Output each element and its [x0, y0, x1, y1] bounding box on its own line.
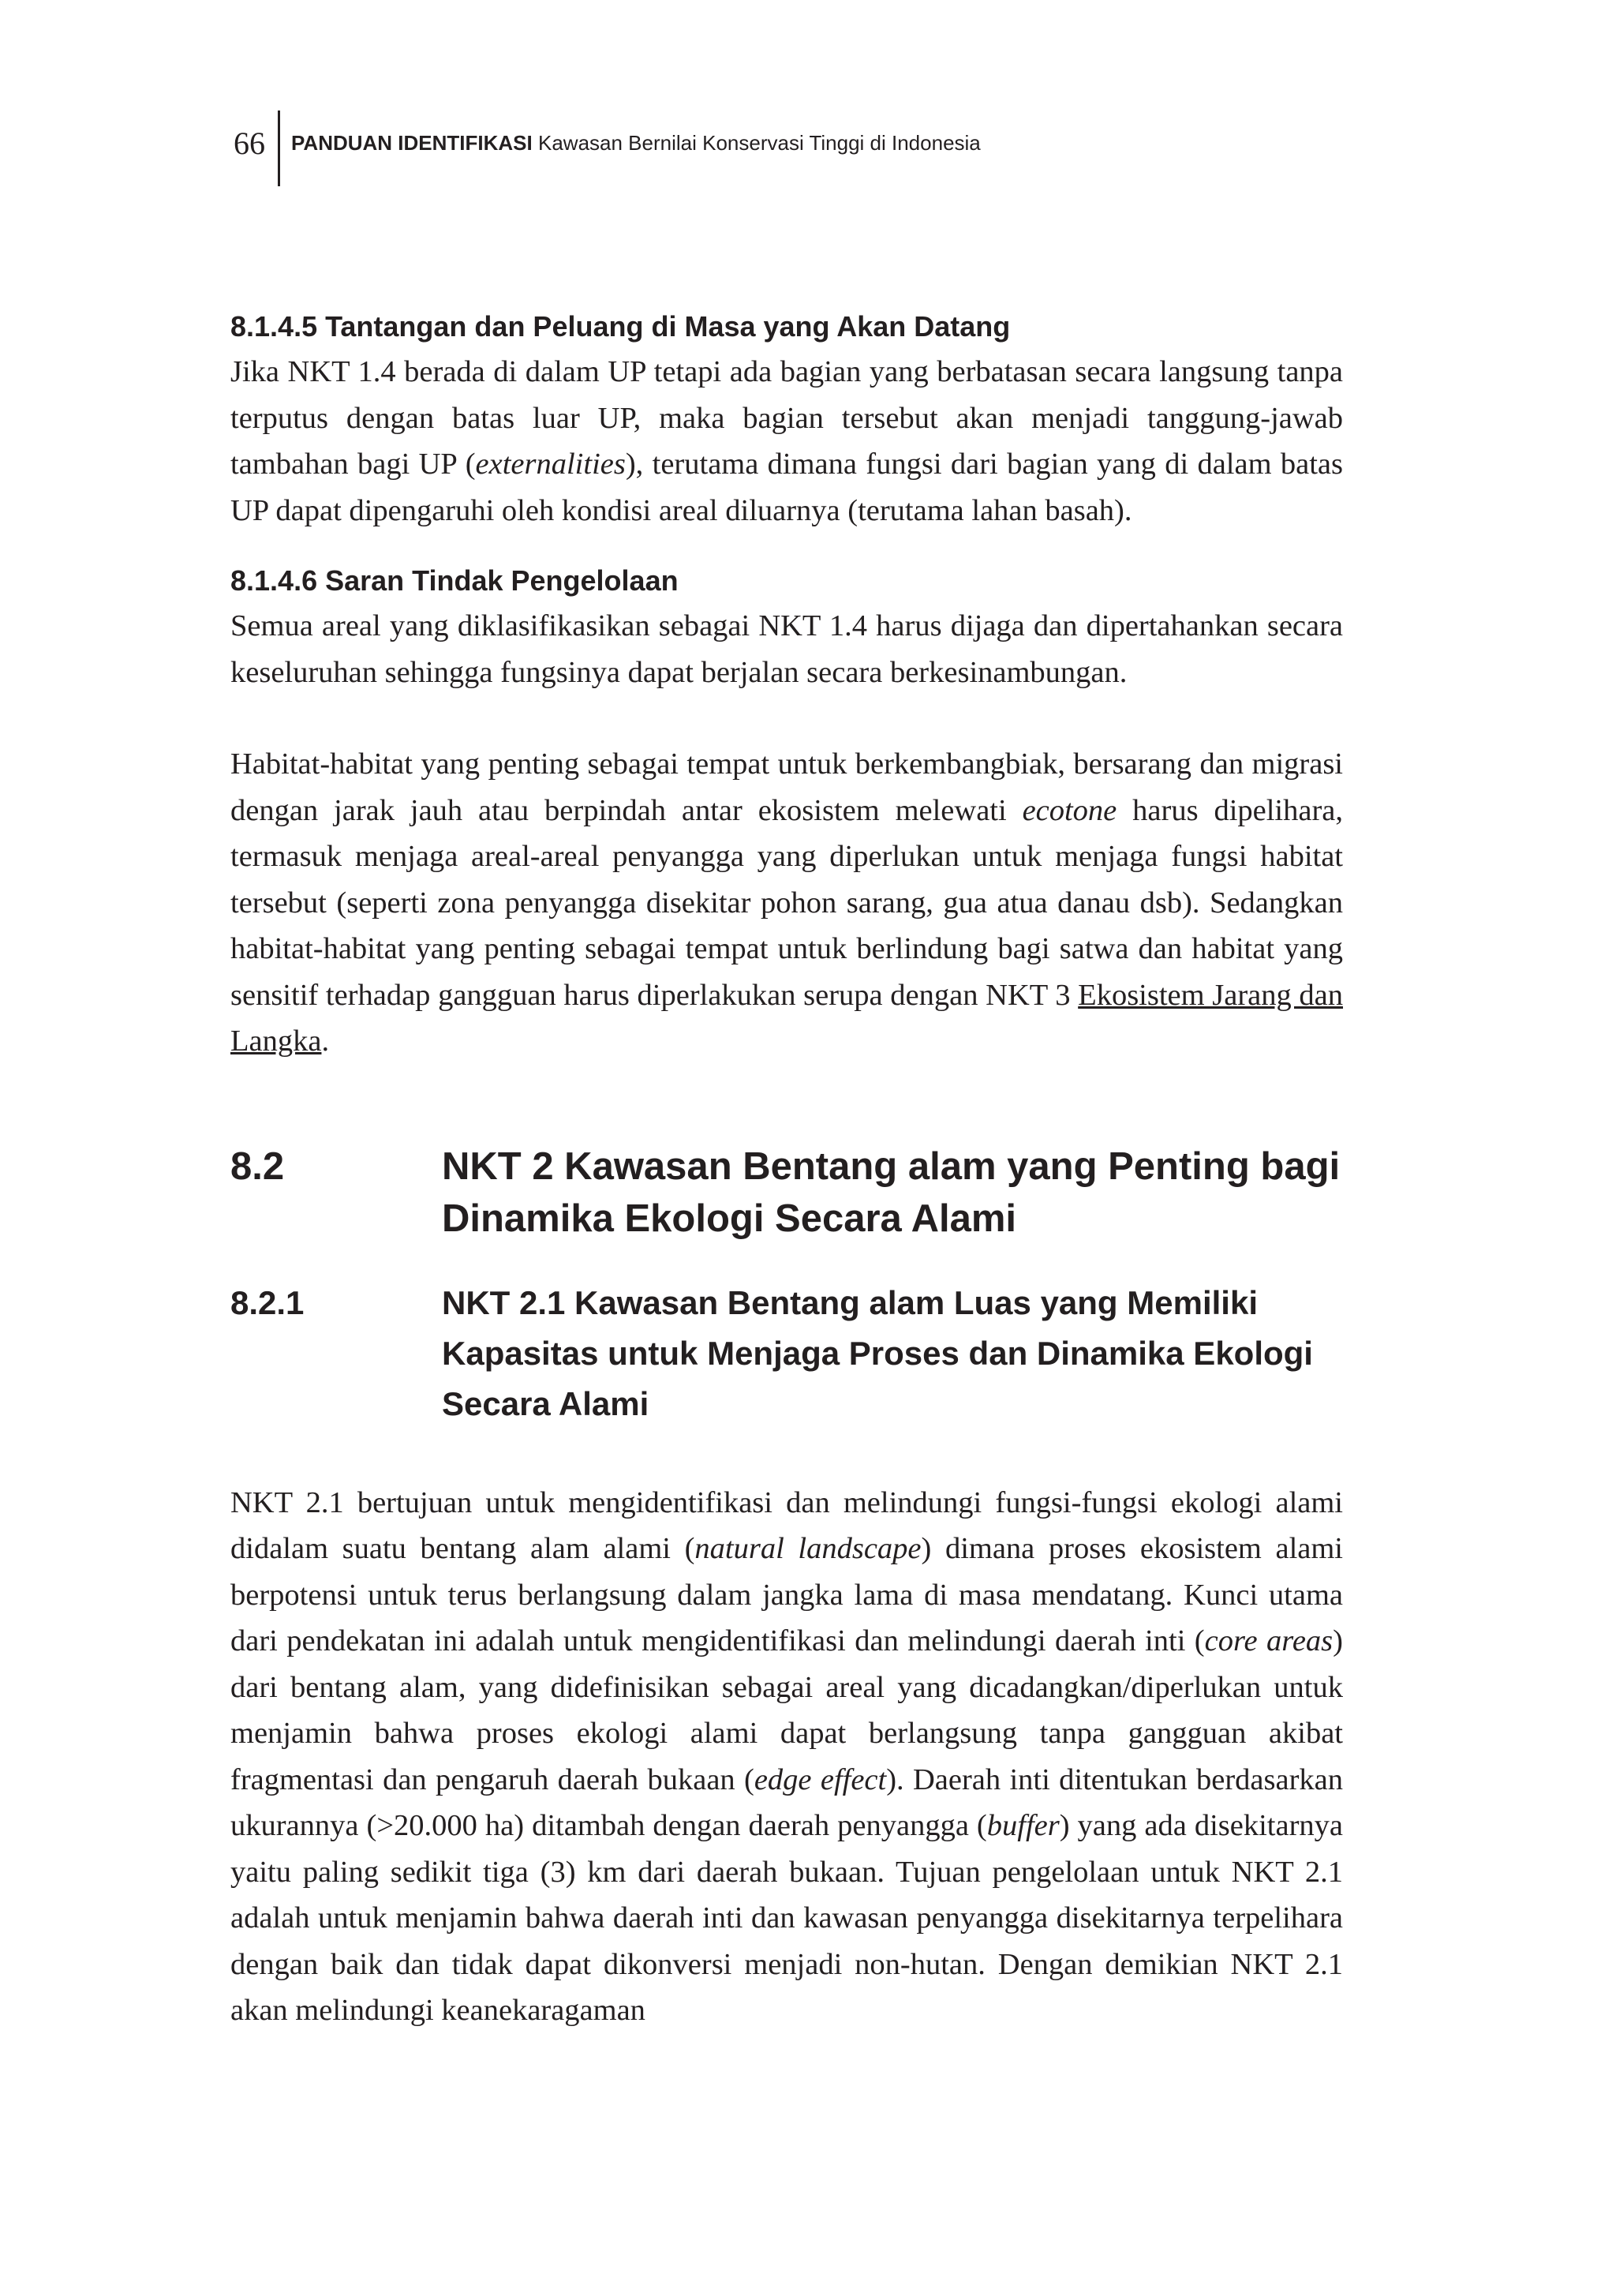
cross-reference-link[interactable]: Ekosistem Jarang dan Langka: [230, 978, 1343, 1058]
section-heading-8-2: [230, 1141, 1343, 1245]
paragraph-8-1-4-5: [230, 349, 1343, 534]
section-heading-8-2-1: [230, 1278, 1343, 1429]
heading-8-1-4-6: 8.1.4.6 Saran Tindak Pengelolaan: [230, 564, 679, 597]
paragraph-8-1-4-6-b: [230, 741, 1343, 1065]
page-number: 66: [234, 125, 265, 161]
text-run: Jika NKT 1.4 berada di dalam UP tetapi ada bagian yang berbatasan secara langsung tanpa terputus dengan batas luar UP, maka bagian tersebut akan menjadi tanggung-jawab tambahan bagi UP (: [230, 355, 1343, 481]
page-content: [230, 305, 1343, 2034]
text-run: ) dimana proses ekosistem alami berpotensi untuk terus berlangsung dalam jangka lama di masa mendatang. Kunci utama dari pendekatan ini adalah untuk mengidentifikasi dan melindungi daerah inti (: [230, 1532, 1344, 1657]
book-title-rest: Kawasan Bernilai Konservasi Tinggi di Indonesia: [537, 131, 981, 155]
running-header: [234, 110, 981, 186]
italic-term: edge effect: [754, 1762, 887, 1796]
book-title: [280, 133, 981, 153]
italic-term: core areas: [1204, 1624, 1334, 1657]
text-run: Habitat-habitat yang penting sebagai tempat untuk berkembangbiak, bersarang dan migrasi dengan jarak jauh atau berpindah antar ekosistem melewati: [230, 747, 1343, 827]
italic-term: externalities: [475, 448, 626, 481]
italic-term: natural landscape: [694, 1532, 922, 1565]
heading-8-1-4-5: 8.1.4.5 Tantangan dan Peluang di Masa yang Akan Datang: [230, 310, 1011, 343]
italic-term: ecotone: [1022, 793, 1117, 827]
section-number: 8.2: [230, 1144, 285, 1188]
text-run: .: [321, 1024, 330, 1058]
italic-term: buffer: [986, 1809, 1060, 1842]
text-run: ). Daerah inti ditentukan berdasarkan ukurannya (>20.000 ha) ditambah dengan daerah penyangga (: [230, 1762, 1343, 1842]
section-title: NKT 2 Kawasan Bentang alam yang Penting bagi Dinamika Ekologi Secara Alami: [442, 1144, 1341, 1240]
paragraph-8-1-4-6-a: Semua areal yang diklasifikasikan sebagai NKT 1.4 harus dijaga dan dipertahankan secara keseluruhan sehingga fungsinya dapat berjalan secara berkesinambungan.: [230, 609, 1343, 689]
text-run: ) dari bentang alam, yang didefinisikan sebagai areal yang dicadangkan/diperlukan untuk menjamin bahwa proses ekologi alami dapat berlangsung tanpa gangguan akibat fragmentasi dan pengaruh daerah bukaan (: [230, 1624, 1343, 1796]
section-title: NKT 2.1 Kawasan Bentang alam Luas yang Memiliki Kapasitas untuk Menjaga Proses dan Dinamika Ekologi Secara Alami: [442, 1283, 1313, 1422]
section-number: 8.2.1: [230, 1283, 305, 1321]
text-run: ) yang ada disekitarnya yaitu paling sedikit tiga (3) km dari daerah bukaan. Tujuan pengelolaan untuk NKT 2.1 adalah untuk menjamin bahwa daerah inti dan kawasan penyangga disekitarnya terpelihara dengan baik dan tidak dapat dikonversi menjadi non-hutan. Dengan demikian NKT 2.1 akan melindungi keanekaragaman: [230, 1809, 1343, 2027]
text-run: NKT 2.1 bertujuan untuk mengidentifikasi dan melindungi fungsi-fungsi ekologi alami didalam suatu bentang alam alami (: [230, 1485, 1343, 1565]
book-title-bold: PANDUAN IDENTIFIKASI: [291, 131, 533, 155]
paragraph-8-2-1: [230, 1480, 1343, 2034]
text-run: harus dipelihara, termasuk menjaga areal-areal penyangga yang diperlukan untuk menjaga fungsi habitat tersebut (seperti zona penyangga disekitar pohon sarang, gua atua danau dsb). Sedangkan habitat-habitat yang penting sebagai tempat untuk berlindung bagi satwa dan habitat yang sensitif terhadap gangguan harus diperlakukan serupa dengan NKT 3: [230, 793, 1343, 1012]
text-run: ), terutama dimana fungsi dari bagian yang di dalam batas UP dapat dipengaruhi oleh kondisi areal diluarnya (terutama lahan basah).: [230, 448, 1343, 527]
